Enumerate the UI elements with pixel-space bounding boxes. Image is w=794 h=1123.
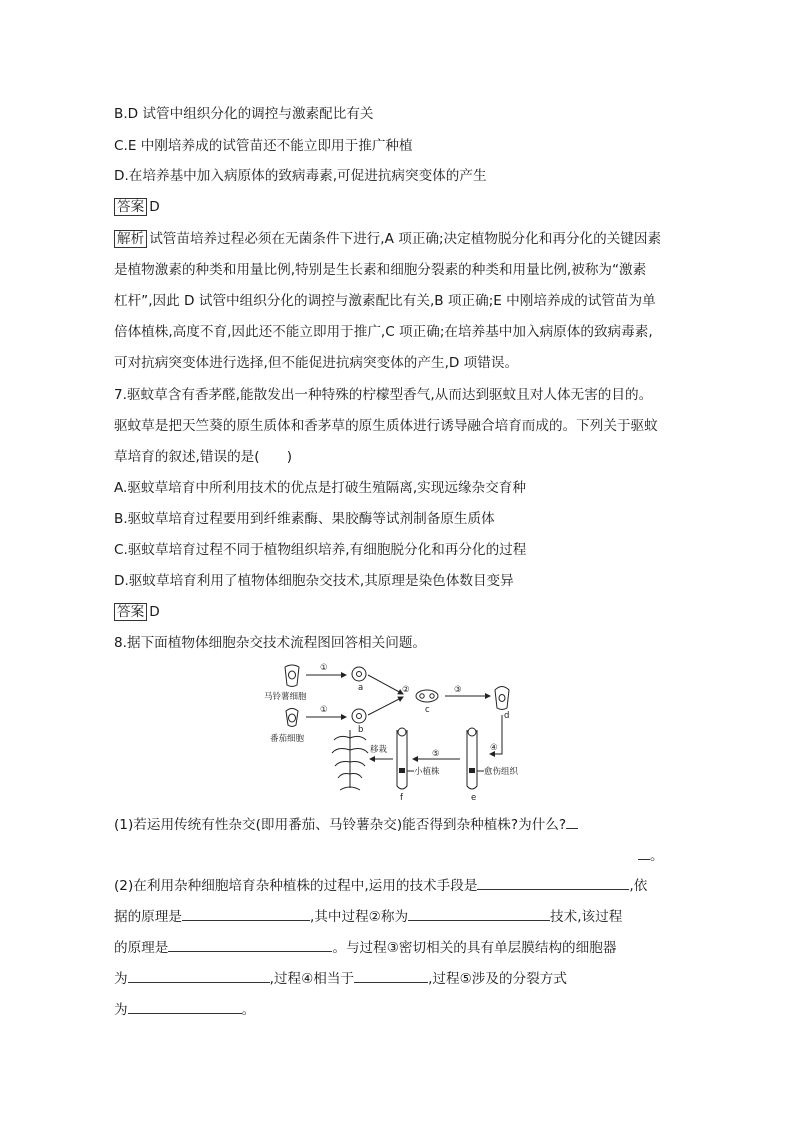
q6-option-b: B.D 试管中组织分化的调控与激素配比有关: [114, 106, 374, 122]
q8-sub2-text: 的原理是: [114, 940, 169, 956]
callus-mass: [469, 768, 475, 773]
q8-sub2-text: 。: [241, 1002, 256, 1018]
transplanted-plant-icon: [332, 730, 368, 790]
q8-sub2-text: 为: [114, 971, 128, 987]
answer-blank[interactable]: [182, 905, 310, 921]
q8-sub2-line-5: [114, 998, 255, 1020]
q7-option-a: A.驱蚊草培育中所利用技术的优点是打破生殖隔离,实现远缘杂交育种: [114, 480, 526, 496]
protoplast-a: [352, 667, 366, 681]
q8-sub2-text: ,过程⑤涉及的分裂方式: [428, 971, 567, 987]
analysis-label: 解析: [114, 230, 147, 248]
potato-nucleus: [289, 671, 296, 679]
q6-analysis-line-2: 是植物激素的种类和用量比例,特别是生长素和细胞分裂素的种类和用量比例,被称为“激素: [114, 262, 647, 278]
label-step-1: ①: [320, 663, 328, 673]
q7-stem-line-3: 草培育的叙述,错误的是( ): [114, 449, 293, 465]
tomato-nucleus: [289, 714, 296, 722]
q8-sub2-text: ,其中过程②称为: [309, 909, 409, 925]
q6-analysis-line-3: 杠杆”,因此 D 试管中组织分化的调控与激素配比有关,B 项正确;E 中刚培养成的试管苗为单: [114, 293, 656, 309]
q7-answer: [114, 602, 160, 622]
q6-analysis-line-1: [114, 229, 661, 249]
q8-sub1-text: (1)若运用传统有性杂交(即用番茄、马铃薯杂交)能否得到杂种植株?为什么?: [114, 817, 567, 833]
label-c: c: [425, 705, 430, 715]
answer-label: 答案: [114, 603, 147, 621]
q6-analysis-line-5: 可对抗病突变体进行选择,但不能促进抗病突变体的产生,D 项错误。: [114, 355, 519, 371]
fused-cell-c: [416, 690, 438, 702]
q8-sub2-line-4: [114, 967, 567, 989]
label-step-4: ④: [490, 743, 498, 753]
q8-sub1-end: [638, 844, 664, 866]
q6-analysis-line-4: 倍体植株,高度不育,因此还不能立即用于推广,C 项正确;在培养基中加入病原体的致病毒素,: [114, 324, 653, 340]
plantlet-mass: [399, 768, 405, 773]
q6-option-c: C.E 中刚培养成的试管苗还不能立即用于推广种植: [114, 138, 413, 154]
label-potato-cell: 马铃薯细胞: [264, 692, 307, 702]
q8-sub2-text: ,依: [629, 878, 648, 894]
hybrid-cell-d: [495, 687, 509, 710]
answer-blank[interactable]: [168, 936, 332, 952]
test-tube-e: [467, 730, 477, 789]
answer-blank[interactable]: [408, 905, 550, 921]
q8-sub1-period: 。: [650, 848, 664, 864]
answer-blank[interactable]: [638, 844, 650, 860]
tomato-cell-shape: [286, 709, 298, 727]
q8-sub2-text: ,过程④相当于: [269, 971, 355, 987]
q8-sub2-line-2: [114, 905, 622, 927]
potato-cell-shape: [285, 665, 299, 687]
q7-option-b: B.驱蚊草培育过程要用到纤维素酶、果胶酶等试剂制备原生质体: [114, 511, 495, 527]
q7-option-d: D.驱蚊草培育利用了植物体细胞杂交技术,其原理是染色体数目变异: [114, 573, 514, 589]
q8-sub2-line-1: [114, 874, 647, 896]
q7-stem-line-1: 7.驱蚊草含有香茅醛,能散发出一种特殊的柠檬型香气,从而达到驱蚊且对人体无害的目的。: [114, 387, 653, 403]
hybridization-flow-diagram: [262, 658, 542, 803]
q8-sub2-text: (2)在利用杂种细胞培育杂种植株的过程中,运用的技术手段是: [114, 878, 478, 894]
q8-sub2-text: 为: [114, 1002, 128, 1018]
q8-sub2-text: 据的原理是: [114, 909, 182, 925]
q8-sub2-text: 技术,该过程: [550, 909, 623, 925]
label-callus: 愈伤组织: [484, 767, 519, 777]
answer-blank[interactable]: [354, 967, 428, 983]
answer-blank[interactable]: [477, 874, 629, 890]
label-step-5: ⑤: [432, 749, 440, 759]
label-f: f: [400, 793, 403, 803]
q7-stem-line-2: 驱蚊草是把天竺葵的原生质体和香茅草的原生质体进行诱导融合培育而成的。下列关于驱蚊: [114, 418, 658, 434]
q7-option-c: C.驱蚊草培育过程不同于植物组织培养,有细胞脱分化和再分化的过程: [114, 542, 527, 558]
label-tomato-cell: 番茄细胞: [270, 734, 305, 744]
answer-blank[interactable]: [128, 998, 242, 1014]
label-plantlet: 小植株: [414, 767, 440, 777]
label-step-2: ②: [402, 685, 410, 695]
protoplast-b: [352, 709, 366, 723]
q8-sub1: [114, 813, 578, 835]
label-e: e: [471, 793, 477, 803]
q6-option-d: D.在培养基中加入病原体的致病毒素,可促进抗病突变体的产生: [114, 168, 487, 184]
q8-sub2-text: 。与过程③密切相关的具有单层膜结构的细胞器: [332, 940, 617, 956]
label-step-3: ③: [454, 685, 462, 695]
label-step-1b: ①: [320, 705, 328, 715]
answer-blank[interactable]: [128, 967, 270, 983]
q6-answer: [114, 197, 160, 217]
q8-sub2-line-3: [114, 936, 616, 958]
answer-value: D: [149, 604, 160, 620]
answer-value: D: [149, 199, 160, 215]
answer-label: 答案: [114, 198, 147, 216]
answer-blank[interactable]: [566, 813, 578, 829]
label-d: d: [504, 711, 510, 721]
q8-stem: 8.据下面植物体细胞杂交技术流程图回答相关问题。: [114, 635, 427, 651]
label-transplant: 移栽: [370, 745, 388, 755]
analysis-text: 试管苗培养过程必须在无菌条件下进行,A 项正确;决定植物脱分化和再分化的关键因素: [149, 231, 662, 247]
label-a: a: [358, 683, 364, 693]
label-b: b: [358, 725, 364, 735]
test-tube-f: [397, 730, 407, 789]
